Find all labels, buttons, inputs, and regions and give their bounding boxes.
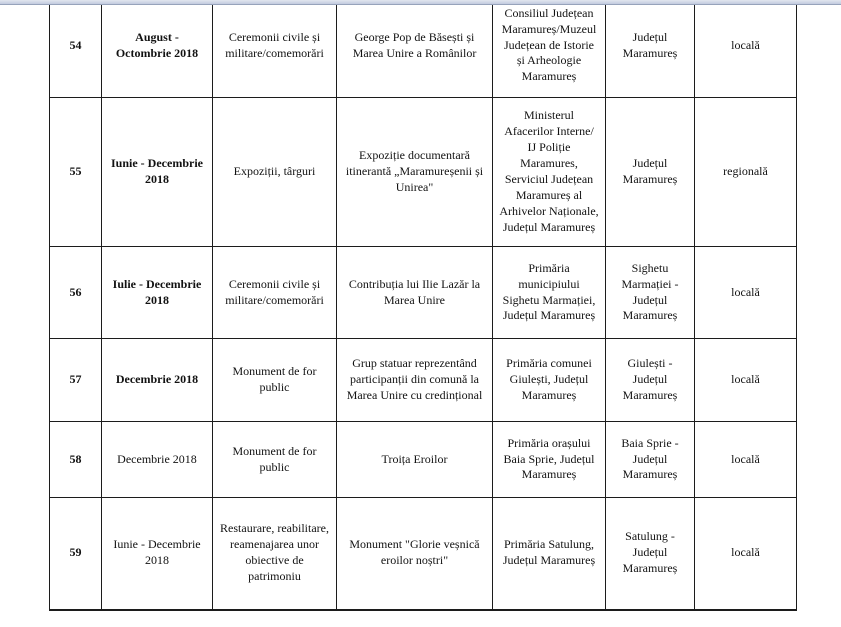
area-cell: Sighetu Marmației - Județul Maramureș [606, 247, 695, 339]
category-cell: Expoziții, târguri [213, 98, 337, 247]
table-row [50, 0, 797, 98]
organizer-cell: Consiliul Județean Maramureș/Muzeul Județean de Istorie și Arheologie Maramureș [493, 0, 606, 98]
row-number-cell: 59 [50, 498, 102, 610]
window-top-edge [0, 0, 841, 5]
row-number-cell: 54 [50, 0, 102, 98]
description-cell: George Pop de Băsești și Marea Unire a Românilor [337, 0, 493, 98]
period-cell: August - Octombrie 2018 [102, 0, 213, 98]
organizer-cell: Primăria orașului Baia Sprie, Județul Maramureș [493, 422, 606, 498]
period-cell: Decembrie 2018 [102, 339, 213, 422]
description-cell: Grup statuar reprezentând participanții din comună la Marea Unire cu credințional [337, 339, 493, 422]
scope-cell: locală [695, 498, 797, 610]
area-cell: Giulești - Județul Maramureș [606, 339, 695, 422]
category-cell: Restaurare, reabilitare, reamenajarea unor obiective de patrimoniu [213, 498, 337, 610]
table-row [50, 98, 797, 247]
category-cell: Ceremonii civile și militare/comemorări [213, 247, 337, 339]
table-row [50, 498, 797, 610]
scope-cell: regională [695, 98, 797, 247]
description-cell: Monument "Glorie veșnică eroilor noștri" [337, 498, 493, 610]
area-cell: Satulung - Județul Maramureș [606, 498, 695, 610]
scope-cell: locală [695, 422, 797, 498]
organizer-cell: Ministerul Afacerilor Interne/ IJ Poliție Maramures, Serviciul Județean Maramureș al Arhivelor Naționale, Județul Maramureș [493, 98, 606, 247]
scope-cell: locală [695, 339, 797, 422]
scope-cell: locală [695, 247, 797, 339]
table-row [50, 339, 797, 422]
row-number-cell: 57 [50, 339, 102, 422]
activities-table [49, 0, 797, 611]
organizer-cell: Primăria Satulung, Județul Maramureș [493, 498, 606, 610]
organizer-cell: Primăria municipiului Sighetu Marmației, Județul Maramureș [493, 247, 606, 339]
category-cell: Ceremonii civile și militare/comemorări [213, 0, 337, 98]
area-cell: Baia Sprie - Județul Maramureș [606, 422, 695, 498]
scope-cell: locală [695, 0, 797, 98]
category-cell: Monument de for public [213, 339, 337, 422]
organizer-cell: Primăria comunei Giulești, Județul Maramureș [493, 339, 606, 422]
area-cell: Județul Maramureș [606, 0, 695, 98]
table-row [50, 422, 797, 498]
area-cell: Județul Maramureș [606, 98, 695, 247]
row-number-cell: 55 [50, 98, 102, 247]
row-number-cell: 56 [50, 247, 102, 339]
row-number-cell: 58 [50, 422, 102, 498]
period-cell: Decembrie 2018 [102, 422, 213, 498]
description-cell: Expoziție documentară itinerantă „Maramureșenii și Unirea" [337, 98, 493, 247]
description-cell: Troița Eroilor [337, 422, 493, 498]
table-row [50, 247, 797, 339]
period-cell: Iunie - Decembrie 2018 [102, 498, 213, 610]
description-cell: Contribuția lui Ilie Lazăr la Marea Unire [337, 247, 493, 339]
category-cell: Monument de for public [213, 422, 337, 498]
period-cell: Iulie - Decembrie 2018 [102, 247, 213, 339]
period-cell: Iunie - Decembrie 2018 [102, 98, 213, 247]
